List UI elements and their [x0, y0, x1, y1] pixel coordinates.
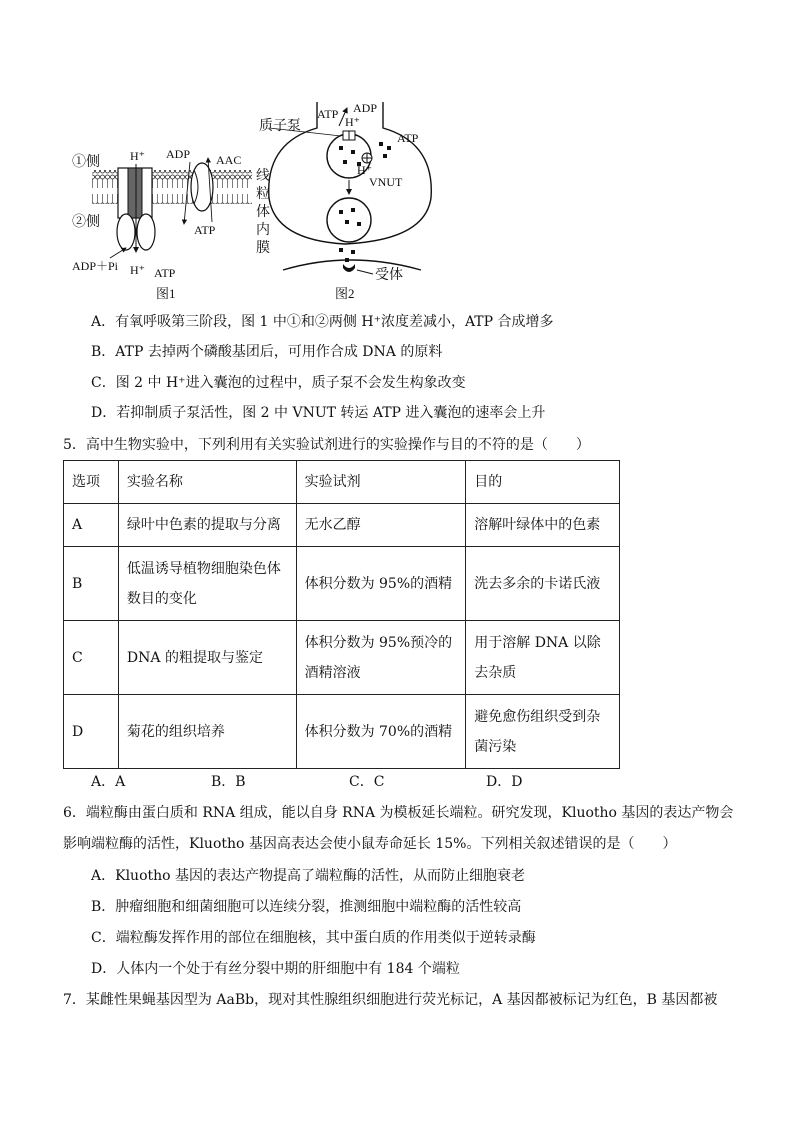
lipid-bilayer — [92, 170, 252, 204]
vnut-label: VNUT — [369, 175, 403, 189]
table-cell: 洗去多余的卡诺氏液 — [466, 547, 620, 621]
table-row — [64, 621, 620, 695]
q6-stem-line-1: 6．端粒酶由蛋白质和 RNA 组成，能以自身 RNA 为模板延长端粒。研究发现，Kluotho 基因的表达产物会 — [63, 805, 734, 821]
atp-right-label-fig2: ATP — [397, 131, 419, 145]
table-cell: 无水乙醇 — [296, 504, 466, 547]
q5-experiment-table — [63, 460, 620, 769]
q6-option-a: A．Kluotho 基因的表达产物提高了端粒酶的活性，从而防止细胞衰老 — [91, 868, 526, 884]
membrane-char-3: 体 — [256, 205, 270, 220]
header-experiment-name: 实验名称 — [118, 461, 296, 504]
q5-stem: 5．高中生物实验中，下列利用有关实验试剂进行的实验操作与目的不符的是（ ） — [63, 437, 590, 453]
membrane-char-2: 粒 — [256, 187, 270, 202]
table-cell: 体积分数为 95%的酒精 — [296, 547, 466, 621]
membrane-char-5: 膜 — [256, 241, 270, 256]
table-cell: DNA 的粗提取与鉴定 — [118, 621, 296, 695]
table-header-row — [64, 461, 620, 504]
q4-option-a: A．有氧呼吸第三阶段，图 1 中①和②两侧 H⁺浓度差减小，ATP 合成增多 — [91, 314, 554, 330]
adp-label-fig2: ADP — [353, 101, 378, 115]
atp-left-label: ATP — [317, 107, 339, 121]
q5-answer-a: A．A — [91, 774, 126, 790]
header-purpose: 目的 — [466, 461, 620, 504]
membrane-char-4: 内 — [256, 223, 270, 238]
q5-answer-c: C．C — [349, 774, 385, 790]
table-row — [64, 504, 620, 547]
q4-option-d: D．若抑制质子泵活性，图 2 中 VNUT 转运 ATP 进入囊泡的速率会上升 — [91, 405, 546, 421]
h-plus-top-label-fig2: H⁺ — [345, 115, 360, 129]
table-cell: 体积分数为 95%预冷的酒精溶液 — [296, 621, 466, 695]
membrane-char-1: 线 — [256, 169, 270, 184]
atp-synthase-head-left — [117, 214, 135, 250]
header-option: 选项 — [64, 461, 119, 504]
table-cell: 低温诱导植物细胞染色体数目的变化 — [118, 547, 296, 621]
atp-right-label: ATP — [194, 223, 216, 237]
adp-pi-label: ADP＋Pi — [72, 259, 119, 273]
q5-answer-d: D．D — [486, 774, 523, 790]
q4-option-c: C．图 2 中 H⁺进入囊泡的过程中，质子泵不会发生构象改变 — [91, 375, 466, 391]
side-1-label: ①侧 — [72, 155, 100, 170]
figure-2-caption: 图2 — [335, 286, 355, 301]
table-cell: 体积分数为 70%的酒精 — [296, 695, 466, 769]
figure-1-mitochondrial-membrane — [70, 140, 270, 305]
table-row — [64, 547, 620, 621]
h-plus-bottom-label: H⁺ — [130, 263, 145, 277]
q6-option-c: C．端粒酶发挥作用的部位在细胞核，其中蛋白质的作用类似于逆转录酶 — [91, 930, 536, 946]
table-cell: D — [64, 695, 119, 769]
q6-option-b: B．肿瘤细胞和细菌细胞可以连续分裂，推测细胞中端粒酶的活性较高 — [91, 899, 522, 915]
receptor-label: 受体 — [375, 268, 403, 283]
q7-stem-line-1: 7．某雌性果蝇基因型为 AaBb，现对其性腺组织细胞进行荧光标记，A 基因都被标记为红色，B 基因都被 — [63, 992, 718, 1008]
proton-pump-label: 质子泵 — [259, 119, 301, 134]
adp-label: ADP — [166, 147, 191, 161]
receptor-shape — [343, 264, 355, 272]
atp-bottom-label: ATP — [154, 266, 176, 280]
q6-option-d: D．人体内一个处于有丝分裂中期的肝细胞中有 184 个端粒 — [91, 961, 460, 977]
table-cell: 绿叶中色素的提取与分离 — [118, 504, 296, 547]
side-2-label: ②侧 — [72, 215, 100, 230]
table-cell: B — [64, 547, 119, 621]
figure-1-caption: 图1 — [156, 286, 176, 301]
h-plus-top-label: H⁺ — [130, 149, 145, 163]
h-plus-mid-label: H⁺ — [357, 163, 372, 177]
q5-answer-b: B．B — [211, 774, 246, 790]
table-cell: 菊花的组织培养 — [118, 695, 296, 769]
figure-2-vesicle-transport — [255, 98, 455, 305]
table-cell: 用于溶解 DNA 以除去杂质 — [466, 621, 620, 695]
table-cell: 溶解叶绿体中的色素 — [466, 504, 620, 547]
atp-synthase-head-right — [137, 214, 155, 250]
header-reagent: 实验试剂 — [296, 461, 466, 504]
table-cell: A — [64, 504, 119, 547]
q6-stem-line-2: 影响端粒酶的活性，Kluotho 基因高表达会使小鼠寿命延长 15%。下列相关叙述错误的是（ ） — [63, 836, 677, 852]
aac-label: AAC — [216, 153, 242, 167]
table-row — [64, 695, 620, 769]
q4-option-b: B．ATP 去掉两个磷酸基团后，可用作合成 DNA 的原料 — [91, 344, 443, 360]
table-cell: C — [64, 621, 119, 695]
table-cell: 避免愈伤组织受到杂菌污染 — [466, 695, 620, 769]
